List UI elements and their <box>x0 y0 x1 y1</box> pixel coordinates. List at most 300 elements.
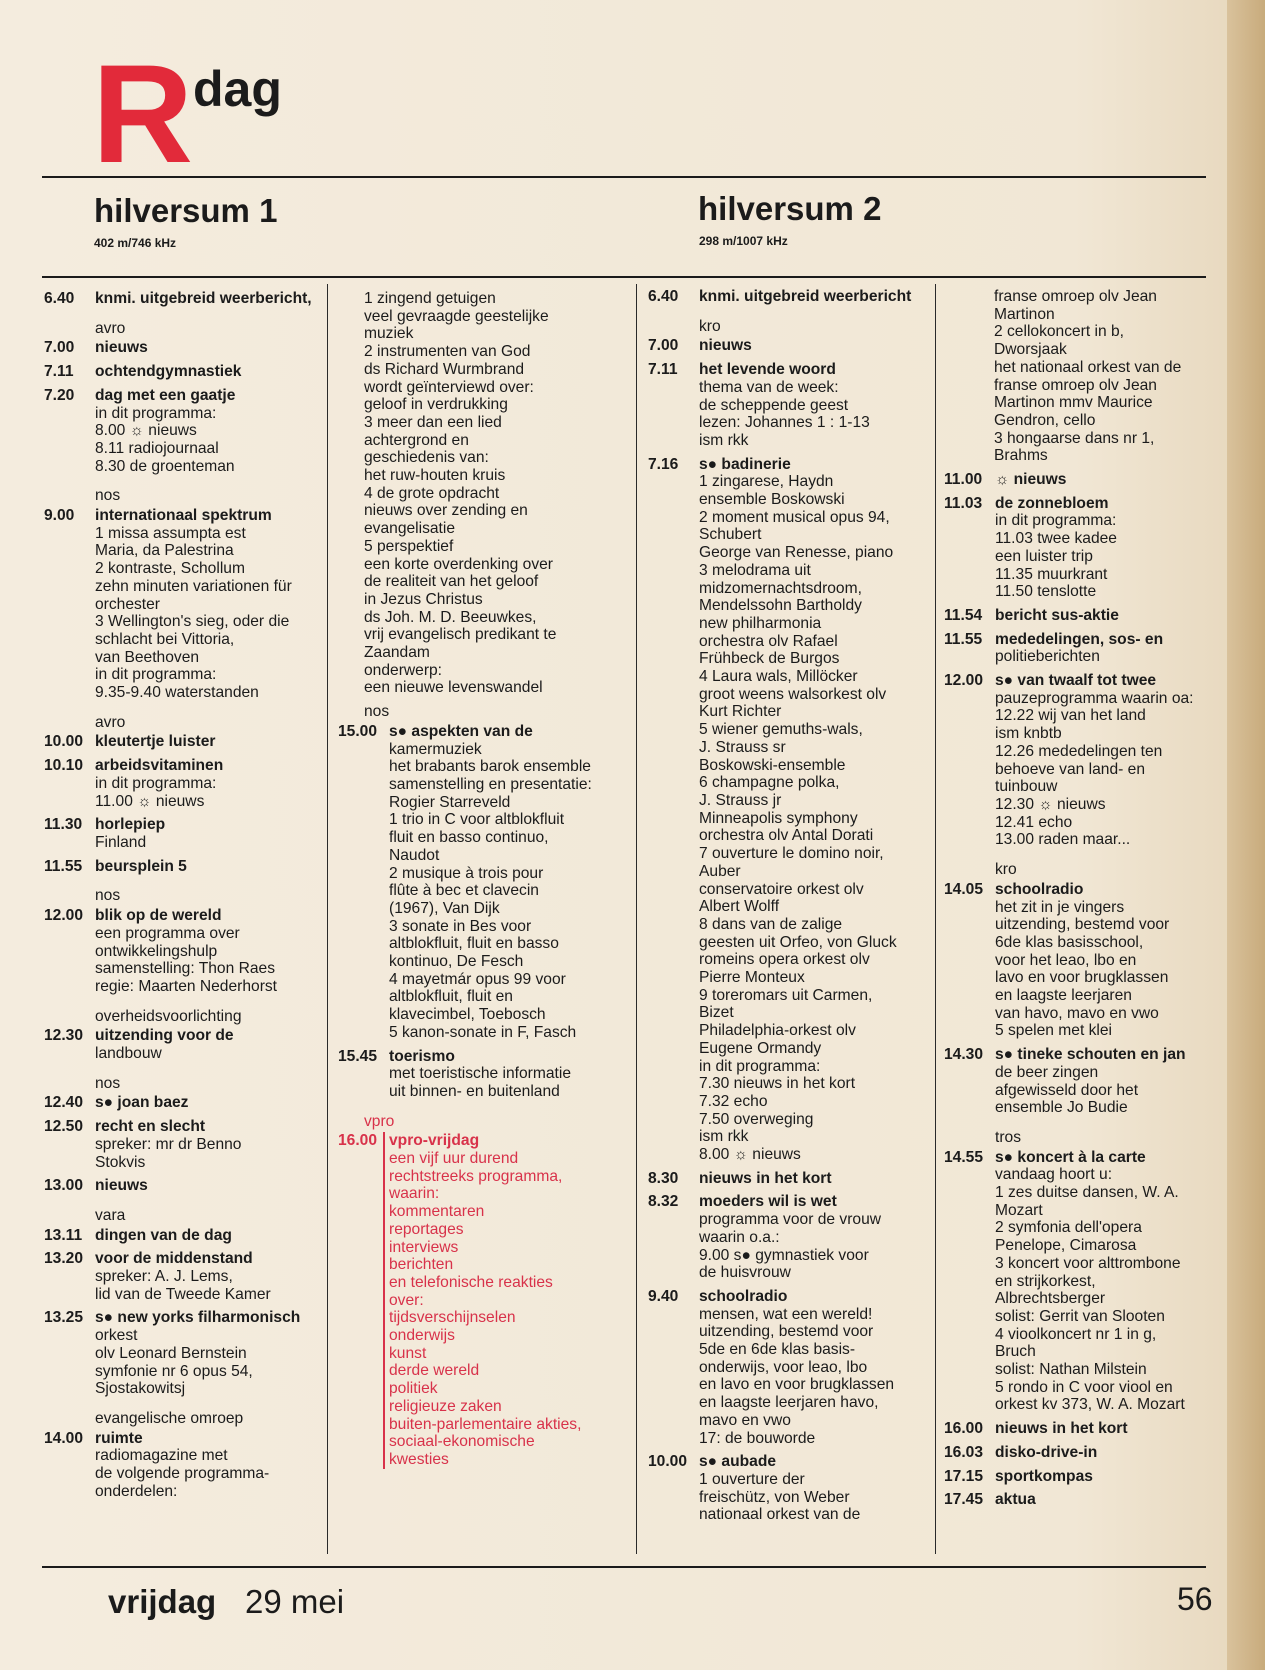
program-line: Eugene Ormandy <box>699 1039 822 1057</box>
program-line: (1967), Van Dijk <box>389 899 500 917</box>
program-line: midzomernachtsdroom, <box>699 579 862 597</box>
program-line: orkest <box>95 1327 138 1345</box>
program-title: schoolradio <box>995 880 1084 898</box>
spacer <box>944 849 1234 855</box>
program-line: over: <box>389 1291 424 1309</box>
program-line: Sjostakowitsj <box>95 1380 186 1398</box>
program-body <box>699 1193 932 1282</box>
program-line: Bizet <box>699 1004 734 1022</box>
program-line: samenstelling en presentatie: <box>389 775 592 793</box>
program-line: Frühbeck de Burgos <box>699 650 840 668</box>
program-title: nieuws <box>699 337 752 355</box>
program-time: 11.00 <box>944 471 983 489</box>
program-line: politieberichten <box>995 648 1100 666</box>
program-line: Penelope, Cimarosa <box>995 1237 1137 1255</box>
program-line: in dit programma: <box>95 404 217 422</box>
program-entry <box>338 1048 630 1101</box>
program-line: 5de en 6de klas basis- <box>699 1341 856 1359</box>
program-line: een programma over <box>95 924 240 942</box>
program-line: 8.30 de groenteman <box>95 457 235 475</box>
program-entry <box>944 881 1234 1040</box>
program-line: 2 musique à trois pour <box>389 864 544 882</box>
program-time: 6.40 <box>44 290 75 307</box>
program-time: 14.00 <box>44 1429 84 1447</box>
program-details <box>389 1150 630 1469</box>
program-time: 7.11 <box>648 361 678 379</box>
program-details <box>95 525 324 702</box>
program-body <box>95 290 324 308</box>
program-line: altblokfluit, fluit en basso <box>389 935 559 953</box>
program-line: 2 symfonia dell'opera <box>995 1219 1142 1237</box>
program-time: 14.30 <box>944 1046 984 1064</box>
program-time: 7.00 <box>44 339 75 357</box>
program-entry <box>44 1430 324 1501</box>
program-line: Albert Wolff <box>699 898 780 916</box>
program-line: 3 melodrama uit <box>699 561 811 579</box>
program-line: 4 mayetmár opus 99 voor <box>389 970 566 988</box>
program-time: 12.00 <box>944 672 984 690</box>
program-line: 1 zingarese, Haydn <box>699 473 834 491</box>
program-title: sportkompas <box>995 1467 1093 1485</box>
program-time: 8.32 <box>648 1193 679 1211</box>
program-line: lezen: Johannes 1 : 1-13 <box>699 414 870 432</box>
program-line: 17: de bouworde <box>699 1429 816 1447</box>
program-line: uitzending, bestemd voor <box>995 916 1170 934</box>
program-line: de scheppende geest <box>699 396 849 414</box>
program-line: ensemble Jo Budie <box>995 1099 1128 1117</box>
program-body <box>995 881 1234 1040</box>
program-time: 7.16 <box>648 455 679 473</box>
program-details <box>995 1166 1234 1414</box>
program-title: mededelingen, sos- en <box>995 630 1164 648</box>
program-line: Rogier Starreveld <box>389 793 511 811</box>
program-line: 8.00 ☼ nieuws <box>95 422 197 440</box>
program-time: 11.03 <box>944 494 983 512</box>
program-details <box>699 473 932 1163</box>
column-hilversum2-right <box>944 288 1234 1515</box>
program-line: Kurt Richter <box>699 703 782 721</box>
program-entry <box>44 339 324 357</box>
program-line: Maria, da Palestrina <box>95 542 234 560</box>
program-line: tijdsverschijnselen <box>389 1309 516 1327</box>
logo-word: dag <box>193 61 282 117</box>
program-line: het brabants barok ensemble <box>389 758 591 776</box>
program-title: ☼ nieuws <box>995 471 1067 489</box>
program-line: Finland <box>95 833 147 851</box>
spacer <box>944 1117 1234 1123</box>
program-time: 13.25 <box>44 1309 84 1327</box>
program-line: freischütz, von Weber <box>699 1488 850 1506</box>
program-line: kamermuziek <box>389 740 482 758</box>
program-entry <box>944 631 1234 666</box>
program-title: s● new yorks filharmonisch <box>95 1309 301 1327</box>
program-line: en laagste leerjaren havo, <box>699 1394 879 1412</box>
program-line: in Jezus Christus <box>364 590 483 608</box>
program-line: geloof in verdrukking <box>364 396 508 414</box>
column-divider-1 <box>327 284 328 1554</box>
program-line: in dit programma: <box>699 1057 821 1075</box>
network-label: nos <box>95 487 121 505</box>
program-title: uitzending voor de <box>95 1027 234 1045</box>
station-freq-h2: 298 m/1007 kHz <box>699 234 788 248</box>
column-hilversum2-left <box>648 288 932 1530</box>
program-line: tuinbouw <box>995 778 1058 796</box>
program-line: 8.11 radiojournaal <box>95 439 219 457</box>
program-details <box>389 741 630 1042</box>
program-line: nieuws over zending en <box>364 502 528 520</box>
program-line: 2 moment musical opus 94, <box>699 508 890 526</box>
program-details <box>699 1306 932 1448</box>
program-title: nieuws in het kort <box>995 1420 1128 1438</box>
program-line: 5 spelen met klei <box>995 1022 1113 1040</box>
program-line: conservatoire orkest olv <box>699 880 864 898</box>
program-line: en laagste leerjaren <box>995 987 1132 1005</box>
program-details <box>389 1065 630 1100</box>
program-body <box>95 858 324 876</box>
program-line: J. Strauss jr <box>699 791 782 809</box>
program-time: 10.00 <box>44 733 84 751</box>
program-line: new philharmonia <box>699 614 822 632</box>
program-body <box>95 387 324 476</box>
program-body <box>95 339 324 357</box>
program-line: sociaal-ekonomische <box>389 1433 535 1451</box>
program-line: regie: Maarten Nederhorst <box>95 977 278 995</box>
program-line: Bruch <box>995 1343 1036 1361</box>
continued-block <box>338 290 630 697</box>
spacer <box>44 1500 324 1506</box>
program-line: 11.35 muurkrant <box>995 565 1108 583</box>
spacer <box>44 1063 324 1069</box>
program-time: 7.20 <box>44 386 75 404</box>
program-time: 16.00 <box>944 1420 984 1438</box>
program-entry <box>944 1046 1234 1117</box>
program-details <box>995 899 1234 1041</box>
footer-day: vrijdag <box>108 1583 217 1620</box>
program-line: 7.30 nieuws in het kort <box>699 1075 856 1093</box>
program-line: waarin: <box>389 1185 440 1203</box>
spacer <box>338 1101 630 1107</box>
program-entry <box>44 507 324 702</box>
program-line: 1 ouverture der <box>699 1471 805 1488</box>
program-line: Mozart <box>995 1201 1043 1219</box>
program-title: bericht sus-aktie <box>995 606 1119 624</box>
program-time: 14.05 <box>944 880 984 898</box>
program-body <box>389 723 630 1042</box>
program-line: samenstelling: Thon Raes <box>95 960 276 978</box>
program-entry <box>44 1094 324 1112</box>
program-title: s● badinerie <box>699 455 791 473</box>
program-details <box>995 512 1234 601</box>
program-line: onderwijs <box>389 1327 455 1345</box>
spacer <box>44 996 324 1002</box>
program-body <box>995 1491 1234 1509</box>
program-line: Pierre Monteux <box>699 969 805 987</box>
program-line: 4 Laura wals, Millöcker <box>699 668 858 686</box>
program-line: 2 instrumenten van God <box>364 343 531 361</box>
program-body <box>995 471 1234 489</box>
program-body <box>95 1227 324 1245</box>
program-line: 9 toreromars uit Carmen, <box>699 986 873 1004</box>
program-line: mavo en vwo <box>699 1411 791 1429</box>
network-label: vpro <box>364 1112 395 1130</box>
program-time: 12.40 <box>44 1094 84 1112</box>
program-entry <box>944 672 1234 849</box>
program-line: achtergrond en <box>364 431 469 449</box>
program-title: disko-drive-in <box>995 1443 1098 1461</box>
program-line: lid van de Tweede Kamer <box>95 1285 271 1303</box>
program-body <box>995 1444 1234 1462</box>
logo-letter: R <box>92 35 190 192</box>
program-line: vrij evangelisch predikant te <box>364 626 557 644</box>
top-rule <box>42 176 1206 178</box>
program-line: het nationaal orkest van de <box>994 358 1182 376</box>
program-line: kunst <box>389 1344 427 1362</box>
program-line: 12.22 wij van het land <box>995 707 1146 725</box>
program-line: Naudot <box>389 846 440 864</box>
program-time: 13.20 <box>44 1250 84 1268</box>
program-line: flûte à bec et clavecin <box>389 882 539 900</box>
program-details <box>699 379 932 450</box>
program-entry <box>44 387 324 476</box>
program-time: 9.40 <box>648 1287 679 1305</box>
program-title: horlepiep <box>95 816 166 834</box>
network-label: nos <box>95 1074 121 1092</box>
program-line: romeins opera orkest olv <box>699 951 870 969</box>
program-line: evangelisatie <box>364 520 456 538</box>
program-title: vpro-vrijdag <box>389 1132 480 1150</box>
program-line: spreker: mr dr Benno <box>95 1135 242 1153</box>
program-line: George van Renesse, piano <box>699 544 894 562</box>
program-title: dingen van de dag <box>95 1226 232 1244</box>
program-time: 16.00 <box>338 1132 378 1150</box>
program-line: kontinuo, De Fesch <box>389 953 524 971</box>
program-time: 12.30 <box>44 1027 84 1045</box>
program-line: reportages <box>389 1220 464 1238</box>
program-body <box>699 456 932 1164</box>
program-title: schoolradio <box>699 1287 788 1305</box>
program-entry <box>944 1420 1234 1438</box>
program-line: religieuze zaken <box>389 1397 502 1415</box>
program-line: 5 wiener gemuths-wals, <box>699 721 863 739</box>
program-line: Dworsjaak <box>994 341 1067 359</box>
program-title: s● joan baez <box>95 1094 189 1112</box>
program-line: ds Joh. M. D. Beeuwkes, <box>364 608 537 626</box>
program-line: derde wereld <box>389 1362 480 1380</box>
program-line: Philadelphia-orkest olv <box>699 1022 856 1040</box>
program-details <box>95 405 324 476</box>
program-line: ism rkk <box>699 431 749 449</box>
program-body <box>95 733 324 751</box>
program-entry <box>944 607 1234 625</box>
program-line: afgewisseld door het <box>995 1081 1139 1099</box>
network-label: overheidsvoorlichting <box>95 1007 242 1025</box>
program-line: 3 sonate in Bes voor <box>389 917 532 935</box>
program-entry <box>44 858 324 876</box>
network-label: kro <box>699 317 721 335</box>
program-entry <box>648 337 932 355</box>
program-line: 2 cellokoncert in b, <box>994 323 1125 341</box>
network-label: evangelische omroep <box>95 1409 244 1427</box>
program-title: moeders wil is wet <box>699 1193 837 1211</box>
program-entry <box>648 1288 932 1447</box>
program-body <box>383 1132 630 1468</box>
program-line: symfonie nr 6 opus 54, <box>95 1362 253 1380</box>
program-line: altblokfluit, fluit en <box>389 988 513 1006</box>
program-time: 11.55 <box>44 857 83 875</box>
program-title: de zonnebloem <box>995 494 1109 512</box>
program-line: nationaal orkest van de <box>699 1506 861 1524</box>
program-details <box>95 1268 324 1303</box>
program-entry <box>44 1309 324 1398</box>
program-line: het ruw-houten kruis <box>364 467 506 485</box>
program-entry <box>944 471 1234 489</box>
program-title: knmi. uitgebreid weerbericht, <box>95 290 312 307</box>
program-time: 10.10 <box>44 757 84 775</box>
spacer <box>944 1509 1234 1515</box>
program-body <box>95 1430 324 1501</box>
program-line: de huisvrouw <box>699 1264 791 1282</box>
program-line: ism rkk <box>699 1128 749 1146</box>
program-time: 16.03 <box>944 1443 984 1461</box>
program-body <box>699 361 932 450</box>
program-line: 5 rondo in C voor viool en <box>995 1378 1173 1396</box>
program-line: berichten <box>389 1256 454 1274</box>
program-title: blik op de wereld <box>95 907 222 925</box>
program-entry <box>44 733 324 751</box>
program-line: Brahms <box>994 447 1048 465</box>
program-entry <box>44 757 324 810</box>
program-line: van Beethoven <box>95 648 200 666</box>
program-title: kleutertje luister <box>95 733 216 751</box>
program-body <box>389 1048 630 1101</box>
program-title: beursplein 5 <box>95 857 187 875</box>
program-line: 12.30 ☼ nieuws <box>995 795 1106 813</box>
program-entry <box>44 816 324 851</box>
program-time: 9.00 <box>44 507 75 525</box>
program-details <box>95 1447 324 1500</box>
program-title: ruimte <box>95 1429 143 1447</box>
program-line: 6de klas basisschool, <box>995 933 1144 951</box>
program-line: orkest kv 373, W. A. Mozart <box>995 1396 1185 1414</box>
program-title: nieuws <box>95 1177 148 1195</box>
program-details <box>995 690 1234 849</box>
program-body <box>95 757 324 810</box>
program-line: mensen, wat een wereld! <box>699 1305 873 1323</box>
program-time: 12.00 <box>44 907 84 925</box>
program-line: franse omroep olv Jean <box>994 288 1157 305</box>
program-line: voor het leao, lbo en <box>995 951 1137 969</box>
program-line: onderwerp: <box>364 661 443 679</box>
program-body <box>95 1177 324 1195</box>
spacer <box>44 1398 324 1404</box>
program-line: olv Leonard Bernstein <box>95 1344 247 1362</box>
program-line: Gendron, cello <box>994 411 1096 429</box>
program-time: 15.00 <box>338 722 378 740</box>
program-entry <box>44 1250 324 1303</box>
program-body <box>699 1453 932 1524</box>
program-line: 7 ouverture le domino noir, <box>699 845 884 863</box>
program-time: 17.45 <box>944 1491 984 1509</box>
program-line: 3 meer dan een lied <box>364 413 502 431</box>
program-line: een luister trip <box>995 547 1093 565</box>
program-body <box>699 1170 932 1188</box>
program-line: fluit en basso continuo, <box>389 829 549 847</box>
program-body <box>995 1149 1234 1415</box>
network-label: avro <box>95 713 126 731</box>
program-time: 15.45 <box>338 1047 378 1065</box>
program-line: 1 zingend getuigen <box>364 290 496 307</box>
program-line: uit binnen- en buitenland <box>389 1082 560 1100</box>
program-line: kwesties <box>389 1451 449 1468</box>
program-body <box>95 507 324 702</box>
program-body <box>699 288 932 306</box>
program-line: de beer zingen <box>995 1063 1099 1081</box>
program-body <box>95 1309 324 1398</box>
program-details <box>95 1327 324 1398</box>
program-body <box>995 1420 1234 1438</box>
program-entry <box>944 1468 1234 1486</box>
program-title: voor de middenstand <box>95 1250 253 1268</box>
program-line: 11.03 twee kadee <box>995 530 1117 548</box>
program-details <box>699 1471 932 1524</box>
program-entry <box>44 290 324 308</box>
program-line: schlacht bei Vittoria, <box>95 630 235 648</box>
program-entry <box>44 363 324 381</box>
network-label: vara <box>95 1206 126 1224</box>
spacer <box>44 1195 324 1201</box>
program-line: uitzending, bestemd voor <box>699 1323 874 1341</box>
program-line: 2 kontraste, Schollum <box>95 560 245 578</box>
program-line: solist: Nathan Milstein <box>995 1361 1147 1379</box>
program-body <box>95 363 324 381</box>
program-line: 12.41 echo <box>995 813 1073 831</box>
program-line: Martinon <box>994 305 1055 323</box>
program-line: waarin o.a.: <box>699 1228 780 1246</box>
program-title: nieuws in het kort <box>699 1169 832 1187</box>
program-line: in dit programma: <box>995 512 1117 530</box>
program-entry <box>44 907 324 996</box>
program-details <box>995 648 1234 666</box>
program-entry <box>944 1444 1234 1462</box>
program-line: een vijf uur durend <box>389 1150 519 1168</box>
program-line: 1 trio in C voor altblokfluit <box>389 811 565 829</box>
station-freq-h1: 402 m/746 kHz <box>94 236 177 250</box>
program-line: behoeve van land- en <box>995 760 1145 778</box>
continued-block <box>944 288 1234 465</box>
program-line: klavecimbel, Toebosch <box>389 1006 546 1024</box>
program-line: 6 champagne polka, <box>699 774 840 792</box>
program-time: 7.11 <box>44 363 74 381</box>
program-entry <box>944 1149 1234 1415</box>
program-entry <box>338 1132 630 1468</box>
program-line: 3 koncert voor alttrombone <box>995 1254 1181 1272</box>
program-line: orchestra olv Antal Dorati <box>699 827 874 845</box>
program-line: zehn minuten variationen für <box>95 577 292 595</box>
program-line: thema van de week: <box>699 378 839 396</box>
program-line: en strijkorkest, <box>995 1272 1096 1290</box>
program-line: J. Strauss sr <box>699 738 786 756</box>
program-title: s● tineke schouten en jan <box>995 1046 1186 1064</box>
station-title-h1: hilversum 1 <box>94 192 278 229</box>
program-title: aktua <box>995 1491 1036 1509</box>
program-line: van havo, mavo en vwo <box>995 1004 1159 1022</box>
program-line: Schubert <box>699 526 762 544</box>
program-line: in dit programma: <box>95 774 217 792</box>
program-line: veel gevraagde geestelijke <box>364 307 549 325</box>
program-line: 8 dans van de zalige <box>699 915 843 933</box>
station-title-h2: hilversum 2 <box>698 190 882 227</box>
program-entry <box>648 1453 932 1524</box>
